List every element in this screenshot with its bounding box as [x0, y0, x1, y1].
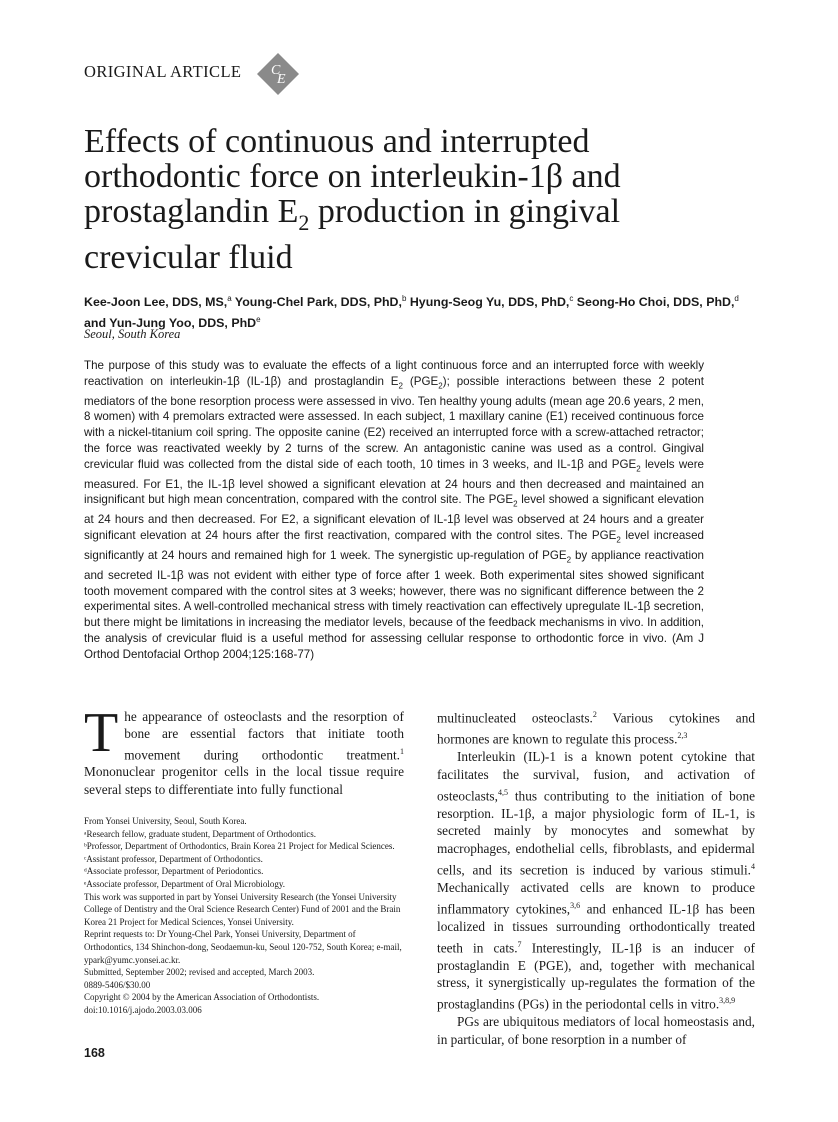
reference-marker: 4,5: [497, 787, 508, 797]
abstract: [84, 358, 704, 662]
footnote: ᵉAssociate professor, Department of Oral Microbiology.: [84, 878, 286, 889]
logo-letter-e: E: [277, 72, 286, 87]
text-run: and enhanced IL-1β has been localized in tissues surrounding orthodontically treated teeth in cats.: [437, 901, 756, 955]
abstract-part-7: by appliance reactivation and secreted IL-1β was not evident with either type of force after 1 week. Both experimental sites showed significant tooth movement compared with the control sites at 3 weeks; however, there was no significant difference between the 2 experimental sites. A well-controlled mechanical stress with timely reactivation can effectively upregulate IL-1β secretion, but there might be limitations in increasing the mediator levels, because of the feedback mechanisms in vivo. In addition, the analysis of crevicular fluid is a useful method for assessing cellular response to orthodontic force in vivo. (Am J Orthod Dentofacial Orthop 2004;125:168-77): [84, 548, 704, 661]
footnote: From Yonsei University, Seoul, South Korea.: [84, 816, 247, 826]
title-line-3-post: production in gingival: [309, 193, 621, 230]
text-run: Interleukin (IL)-1 is a known potent cytokine that facilitates the survival, fusion, and activation of osteoclasts,: [437, 749, 755, 804]
title-line-2: orthodontic force on interleukin-1β and: [84, 158, 621, 195]
reference-marker: 2,3: [677, 731, 688, 741]
text-run: multinucleated osteoclasts.: [437, 710, 593, 726]
abstract-sub-3: 2: [636, 463, 641, 473]
author-1: Kee-Joon Lee, DDS, MS,: [84, 295, 228, 310]
text-run: Mechanically activated cells are known to produce inflammatory cytokines,: [437, 880, 755, 917]
section-label: ORIGINAL ARTICLE: [84, 62, 242, 81]
author-1-affil: a: [227, 294, 232, 303]
abstract-sub-2: 2: [438, 381, 443, 391]
author-4-affil: d: [734, 294, 739, 303]
reference-marker: 3,6: [570, 900, 581, 910]
author-2: Young-Chel Park, DDS, PhD,: [231, 295, 402, 310]
continuing-education-logo: [256, 52, 300, 96]
drop-cap: T: [84, 702, 119, 764]
reference-marker: 1: [400, 746, 404, 756]
author-3-affil: c: [569, 294, 574, 303]
footnote: 0889-5406/$30.00: [84, 979, 151, 990]
abstract-part-6: level increased significantly at 24 hours and remained high for 1 week. The synergistic up-regulation of PGE: [84, 528, 705, 562]
author-location: Seoul, South Korea: [84, 327, 181, 341]
abstract-sub-6: 2: [566, 555, 572, 565]
paragraph: PGs are ubiquitous mediators of local homeostasis and, in particular, of bone resorption in a number of: [437, 1014, 755, 1047]
author-4: Seong-Ho Choi, DDS, PhD,: [573, 295, 735, 310]
title-line-4: crevicular fluid: [84, 238, 293, 276]
title-subscript: 2: [298, 209, 310, 235]
abstract-part-3: ); possible interactions between these 2 potent mediators of the bone resorption process were assessed in vivo. Ten healthy young adults (mean age 20.6 years, 2 men, 8 women) with 4 premolars extracted were assessed. In each subject, 1 maxillary canine (E1) received continuous force with a nickel-titanium coil spring. The opposite canine (E2) received an interrupted force with a screw-attached retractor; the force was reactivated weekly by 2 turns of the screw. An antagonistic canine was used as a control. Gingival crevicular fluid was collected from the distal side of each tooth, 10 times in 3 weeks, and IL-1β and PGE: [84, 374, 704, 471]
abstract-sub-1: 2: [398, 381, 403, 391]
footnote: Reprint requests to: Dr Young-Chel Park, Yonsei University, Department of Orthodontics, 134 Shinchon-dong, Seodaemun-ku, Seoul 120-752, South Korea; e-mail, ypark@yumc.yonsei.ac.kr.: [84, 929, 402, 965]
reference-marker: 7: [517, 939, 522, 949]
footnote: This work was supported in part by Yonsei University Research (the Yonsei University College of Dentistry and the Oral Science Research Center) Fund of 2001 and the Brain Korea 21 Project for Medical Sciences, Yonsei University.: [84, 891, 401, 927]
abstract-sub-4: 2: [513, 499, 518, 509]
abstract-part-5: level showed a significant elevation at 24 hours and then decreased. For E2, a significant elevation of IL-1β level was observed at 24 hours and a greater significant elevation at 24 hours after the first reactivation, compared with the control sites. The PGE: [84, 493, 704, 542]
reference-marker: 3,8,9: [719, 996, 736, 1006]
footnote: Submitted, September 2002; revised and accepted, March 2003.: [84, 967, 315, 978]
author-list: [84, 290, 764, 332]
abstract-part-4: levels were measured. For E1, the IL-1β level showed a significant elevation at 24 hours and then decreased and maintained an insignificant but high mean concentration, compared with the control site. The PGE: [84, 457, 705, 507]
abstract-sub-5: 2: [616, 535, 621, 545]
footnotes: [84, 815, 404, 1017]
reference-marker: 2: [592, 710, 597, 719]
footnote: ᵃResearch fellow, graduate student, Department of Orthodontics.: [84, 828, 317, 839]
page-header: [84, 52, 344, 102]
title-line-3-pre: prostaglandin E: [84, 193, 299, 230]
intro-text-continued: Mononuclear progenitor cells in the local tissue require several steps to differentiate into fully functional: [84, 764, 404, 797]
title-line-1: Effects of continuous and interrupted: [84, 123, 590, 160]
footnote: ᵈAssociate professor, Department of Periodontics.: [84, 866, 264, 877]
intro-text: he appearance of osteoclasts and the resorption of bone are essential factors that initiate tooth movement during orthodontic treatment.: [124, 709, 404, 763]
author-5-affil: e: [256, 315, 261, 325]
page-number: 168: [84, 1046, 105, 1060]
author-3: Hyung-Seog Yu, DDS, PhD,: [406, 295, 570, 310]
article-title: [84, 124, 724, 275]
paragraph: [437, 748, 755, 1013]
paragraph: [437, 706, 755, 748]
abstract-part-2: (PGE: [403, 374, 439, 388]
logo-letter-c: C: [271, 63, 281, 78]
abstract-part-1: The purpose of this study was to evaluate the effects of a light continuous force and an interrupted force with weekly reactivation on interleukin-1β (IL-1β) and prostaglandin E: [84, 359, 704, 388]
text-run: Interestingly, IL-1β is an inducer of prostaglandin E (PGE), and, together with mechanical stress, it synergistically up-regulates the formation of the prostaglandins (PGs) in the periodontal cells in vitro.: [437, 939, 755, 1012]
author-2-affil: b: [401, 294, 407, 303]
footnote: ᵇProfessor, Department of Orthodontics, Brain Korea 21 Project for Medical Sciences.: [84, 841, 395, 852]
body-left-column: [84, 702, 404, 798]
text-run: Various cytokines and hormones are known to regulate this process.: [437, 710, 755, 747]
footnote: ᶜAssistant professor, Department of Orthodontics.: [84, 853, 263, 864]
author-5: and Yun-Jung Yoo, DDS, PhD: [84, 316, 257, 331]
body-right-column: [437, 706, 755, 1049]
reference-marker: 4: [751, 861, 755, 871]
footnote: Copyright © 2004 by the American Association of Orthodontists.: [84, 992, 320, 1003]
footnote: doi:10.1016/j.ajodo.2003.03.006: [84, 1004, 202, 1015]
text-run: thus contributing to the initiation of bone resorption. IL-1β, a major physiologic form of IL-1, is secreted mainly by monocytes and somewhat by macrophages, endothelial cells, fibroblasts, and epidermal cells, and its secretion is induced by various stimuli.: [437, 788, 755, 878]
